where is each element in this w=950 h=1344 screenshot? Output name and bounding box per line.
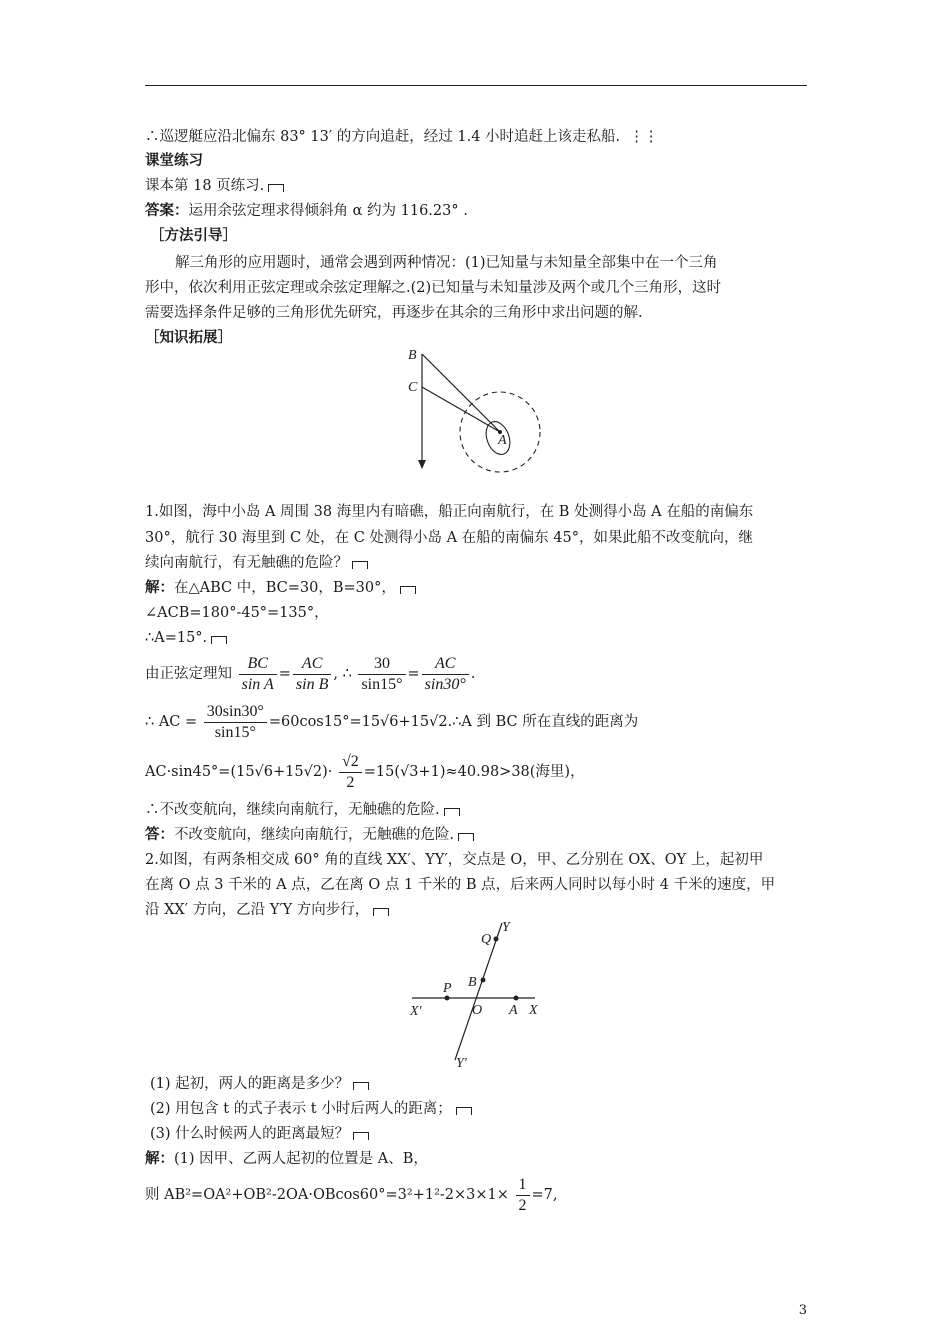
text-line: 30°，航行 30 海里到 C 处，在 C 处测得小岛 A 在船的南偏东 45°，如果此船不改变航向，继 (145, 530, 753, 546)
text-line: 在离 O 点 3 千米的 A 点，乙在离 O 点 1 千米的 B 点，后来两人同时以每小时 4 千米的速度，甲 (145, 877, 776, 893)
text-line: 需要选择条件足够的三角形优先研究，再逐步在其余的三角形中求出问题的解. (145, 305, 643, 321)
method-heading: ［方法引导］ (150, 227, 237, 244)
text-line: 续向南航行，有无触礁的危险？ (145, 553, 368, 573)
text-line: 2.如图，有两条相交成 60° 角的直线 XX′、YY′，交点是 O，甲、乙分别在 OX、OY 上，起初甲 (145, 852, 764, 868)
return-mark-icon (456, 1107, 472, 1115)
label-p: P (443, 981, 452, 996)
return-mark-icon (352, 561, 368, 569)
knowledge-heading: ［知识拓展］ (145, 329, 232, 346)
return-mark-icon (211, 636, 227, 644)
fraction: $\frac{1}{2}$ (516, 1175, 530, 1216)
label-y: Y (502, 920, 510, 935)
figure-intersecting-lines (400, 915, 550, 1070)
label-a: A (498, 433, 507, 448)
formula-line: ∴ AC = $\frac{30\sin 30^\circ}{\sin 15^\circ}$ =60cos15°=15√6+15√2.∴A 到 BC 所在直线的距离为 (145, 702, 639, 741)
fraction: $\frac{30\sin 30^\circ}{\sin 15^\circ}$ (204, 702, 267, 743)
figure-ship-island (400, 340, 560, 475)
return-mark-icon (444, 808, 460, 816)
label-x: X (529, 1003, 538, 1018)
text-line: ∠ACB=180°-45°=135°， (145, 605, 329, 621)
text-line: (1) 起初，两人的距离是多少？ (150, 1074, 369, 1094)
return-mark-icon (353, 1082, 369, 1090)
label-c: C (408, 380, 418, 395)
header-rule (145, 85, 807, 86)
answer-line: 答：不改变航向，继续向南航行，无触礁的危险. (145, 825, 474, 845)
text-line: (2) 用包含 t 的式子表示 t 小时后两人的距离； (150, 1099, 472, 1119)
return-mark-icon (373, 908, 389, 916)
fraction: $\frac{BC}{\text{sin A}}$ (239, 654, 277, 695)
text-line: 解三角形的应用题时，通常会遇到两种情况：(1)已知量与未知量全部集中在一个三角 (175, 255, 718, 271)
solution-line: 解：在△ABC 中，BC=30，B=30°， (145, 578, 416, 598)
formula-line: 则 AB²=OA²+OB²-2OA·OBcos60°=3²+1²-2×3×1× $\frac{1}{2}$ =7, (145, 1175, 558, 1214)
text-line: 沿 XX′ 方向，乙沿 Y′Y 方向步行， (145, 900, 389, 920)
fraction: $\frac{AC}{\text{sin B}}$ (293, 654, 331, 695)
text-line: ∴巡逻艇应沿北偏东 83° 13′ 的方向追赶，经过 1.4 小时追赶上该走私船. ⋮⋮ (145, 129, 659, 145)
label-b: B (468, 975, 477, 990)
solution-line: 解：(1) 因甲、乙两人起初的位置是 A、B， (145, 1150, 428, 1167)
fraction: $\frac{√2}{2}$ (339, 752, 362, 793)
return-mark-icon (268, 184, 284, 192)
fraction: $\frac{AC}{\sin 30^\circ}$ (422, 654, 469, 695)
label-a: A (509, 1003, 518, 1018)
text-line: 形中，依次利用正弦定理或余弦定理解之.(2)已知量与未知量涉及两个或几个三角形，这时 (145, 280, 722, 296)
return-mark-icon (400, 586, 416, 594)
formula-line: 由正弦定理知 $\frac{BC}{\text{sin A}}$ = $\frac{AC}{\text{sin B}}$ , ∴ $\frac{30}{\sin 15^\circ}$ = $\frac{AC}{\sin 30^\circ}$ . (145, 654, 476, 693)
answer-line: 答案：运用余弦定理求得倾斜角 α 约为 116.23° . (145, 202, 468, 219)
text-line: ∴不改变航向，继续向南航行，无触礁的危险. (145, 800, 460, 820)
text-line: (3) 什么时候两人的距离最短？ (150, 1124, 369, 1144)
label-x-prime: X′ (410, 1004, 422, 1019)
formula-line: AC·sin45°=(15√6+15√2)· $\frac{√2}{2}$ =15(√3+1)≈40.98>38(海里)， (145, 752, 585, 791)
text-line: 课本第 18 页练习. (145, 176, 284, 196)
page-number: 3 (798, 1303, 807, 1318)
return-mark-icon (353, 1132, 369, 1140)
text-line: 1.如图，海中小岛 A 周围 38 海里内有暗礁，船正向南航行，在 B 处测得小岛 A 在船的南偏东 (145, 504, 754, 520)
label-b: B (408, 348, 417, 363)
fraction: $\frac{30}{\sin 15^\circ}$ (358, 654, 405, 695)
label-q: Q (481, 932, 492, 947)
text-line: ∴A=15°. (145, 628, 227, 648)
label-y-prime: Y′ (456, 1056, 467, 1070)
label-o: O (472, 1003, 483, 1018)
return-mark-icon (458, 833, 474, 841)
section-heading: 课堂练习 (145, 152, 203, 169)
